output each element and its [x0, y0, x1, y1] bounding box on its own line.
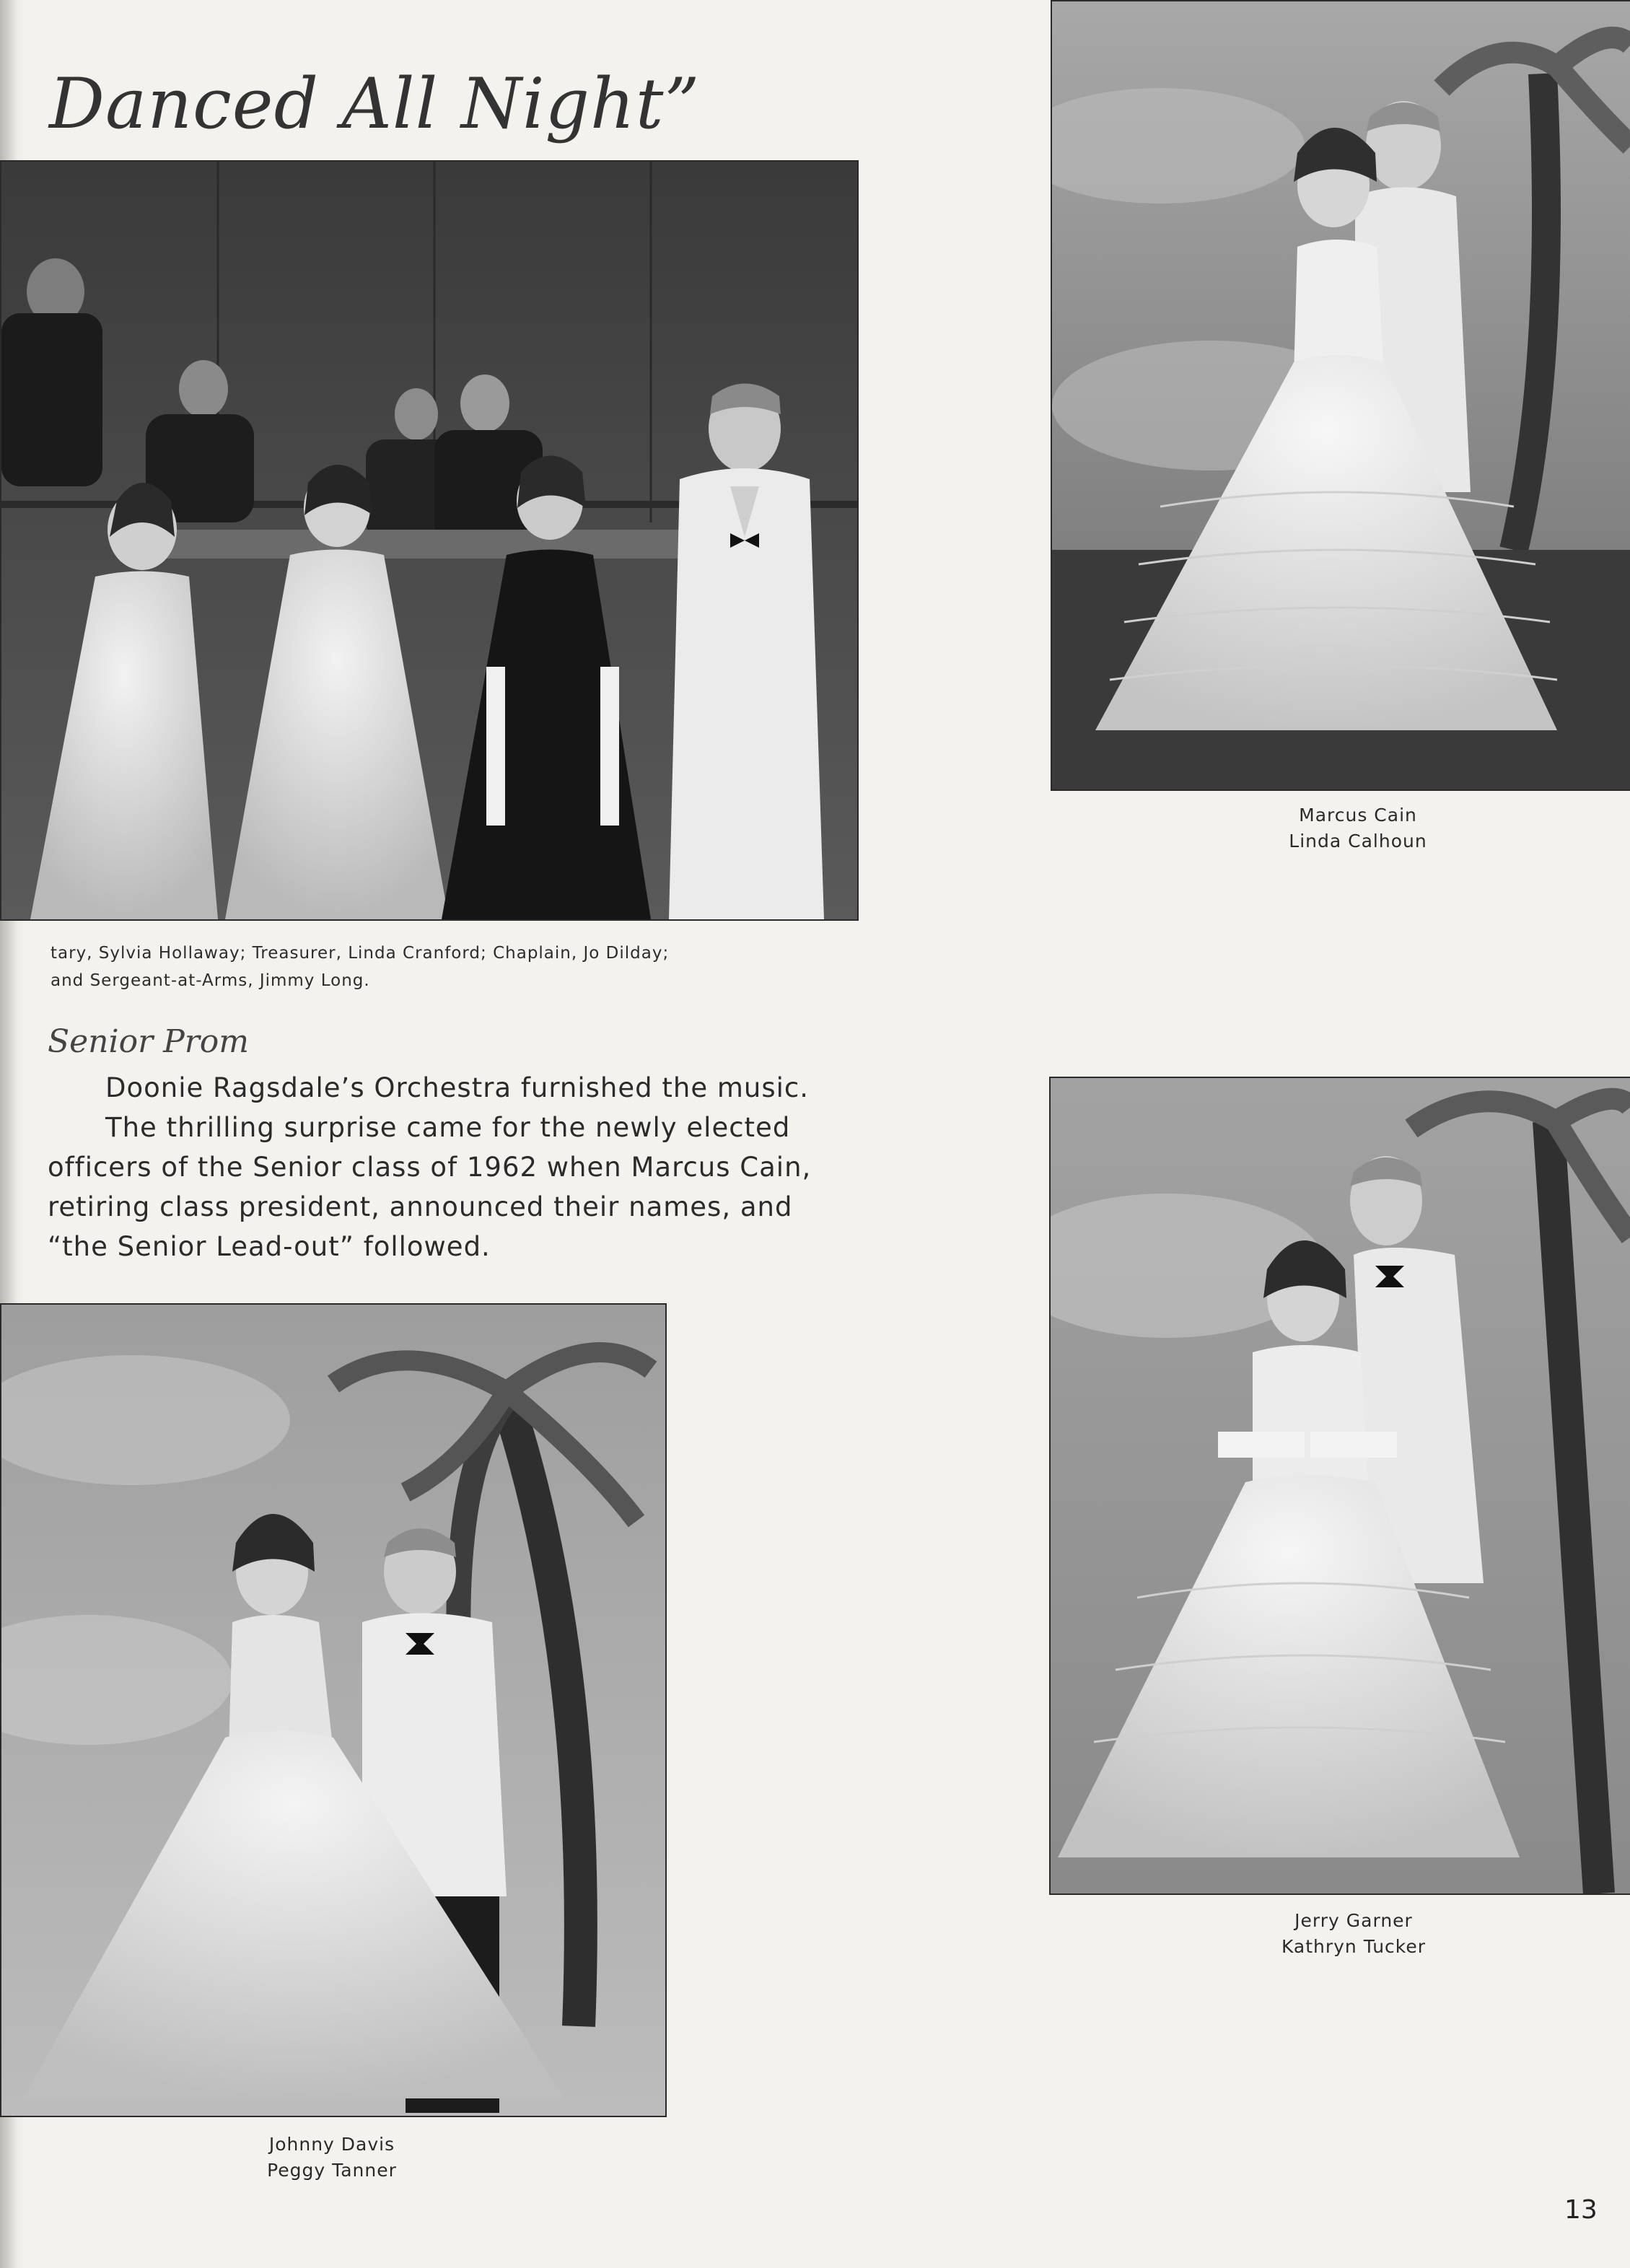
page-title: Danced All Night” [49, 64, 701, 144]
caption-name-marcus-cain: Marcus Cain [1299, 805, 1417, 826]
caption-cain-calhoun [1142, 802, 1574, 854]
couple-photo-garner-tucker [1049, 1077, 1630, 1895]
caption-name-peggy-tanner: Peggy Tanner [267, 2160, 397, 2181]
article-paragraph-1: Doonie Ragsdale’s Orchestra furnished the music. [105, 1072, 810, 1103]
officers-caption-line2: and Sergeant-at-Arms, Jimmy Long. [51, 971, 370, 990]
article-body [48, 1068, 841, 1266]
couple-photo-davis-tanner [0, 1303, 667, 2117]
caption-name-johnny-davis: Johnny Davis [268, 2134, 395, 2155]
caption-name-kathryn-tucker: Kathryn Tucker [1281, 1936, 1427, 1957]
officers-band-photo [0, 160, 859, 921]
caption-davis-tanner [130, 2132, 534, 2184]
officers-photo-caption [51, 940, 859, 994]
officers-caption-line1: tary, Sylvia Hollaway; Treasurer, Linda Cranford; Chaplain, Jo Dilday; [51, 944, 670, 963]
article-paragraph-2: The thrilling surprise came for the newly elected officers of the Senior class of 1962 when Marcus Cain, retiring class president, announced their names, and “the Senior Lead-out” followed. [48, 1112, 812, 1262]
caption-name-linda-calhoun: Linda Calhoun [1289, 831, 1427, 851]
page-number: 13 [1564, 2195, 1598, 2225]
section-title-senior-prom: Senior Prom [48, 1023, 249, 1060]
couple-photo-cain-calhoun [1051, 0, 1630, 791]
caption-garner-tucker [1137, 1908, 1570, 1960]
caption-name-jerry-garner: Jerry Garner [1294, 1910, 1413, 1931]
